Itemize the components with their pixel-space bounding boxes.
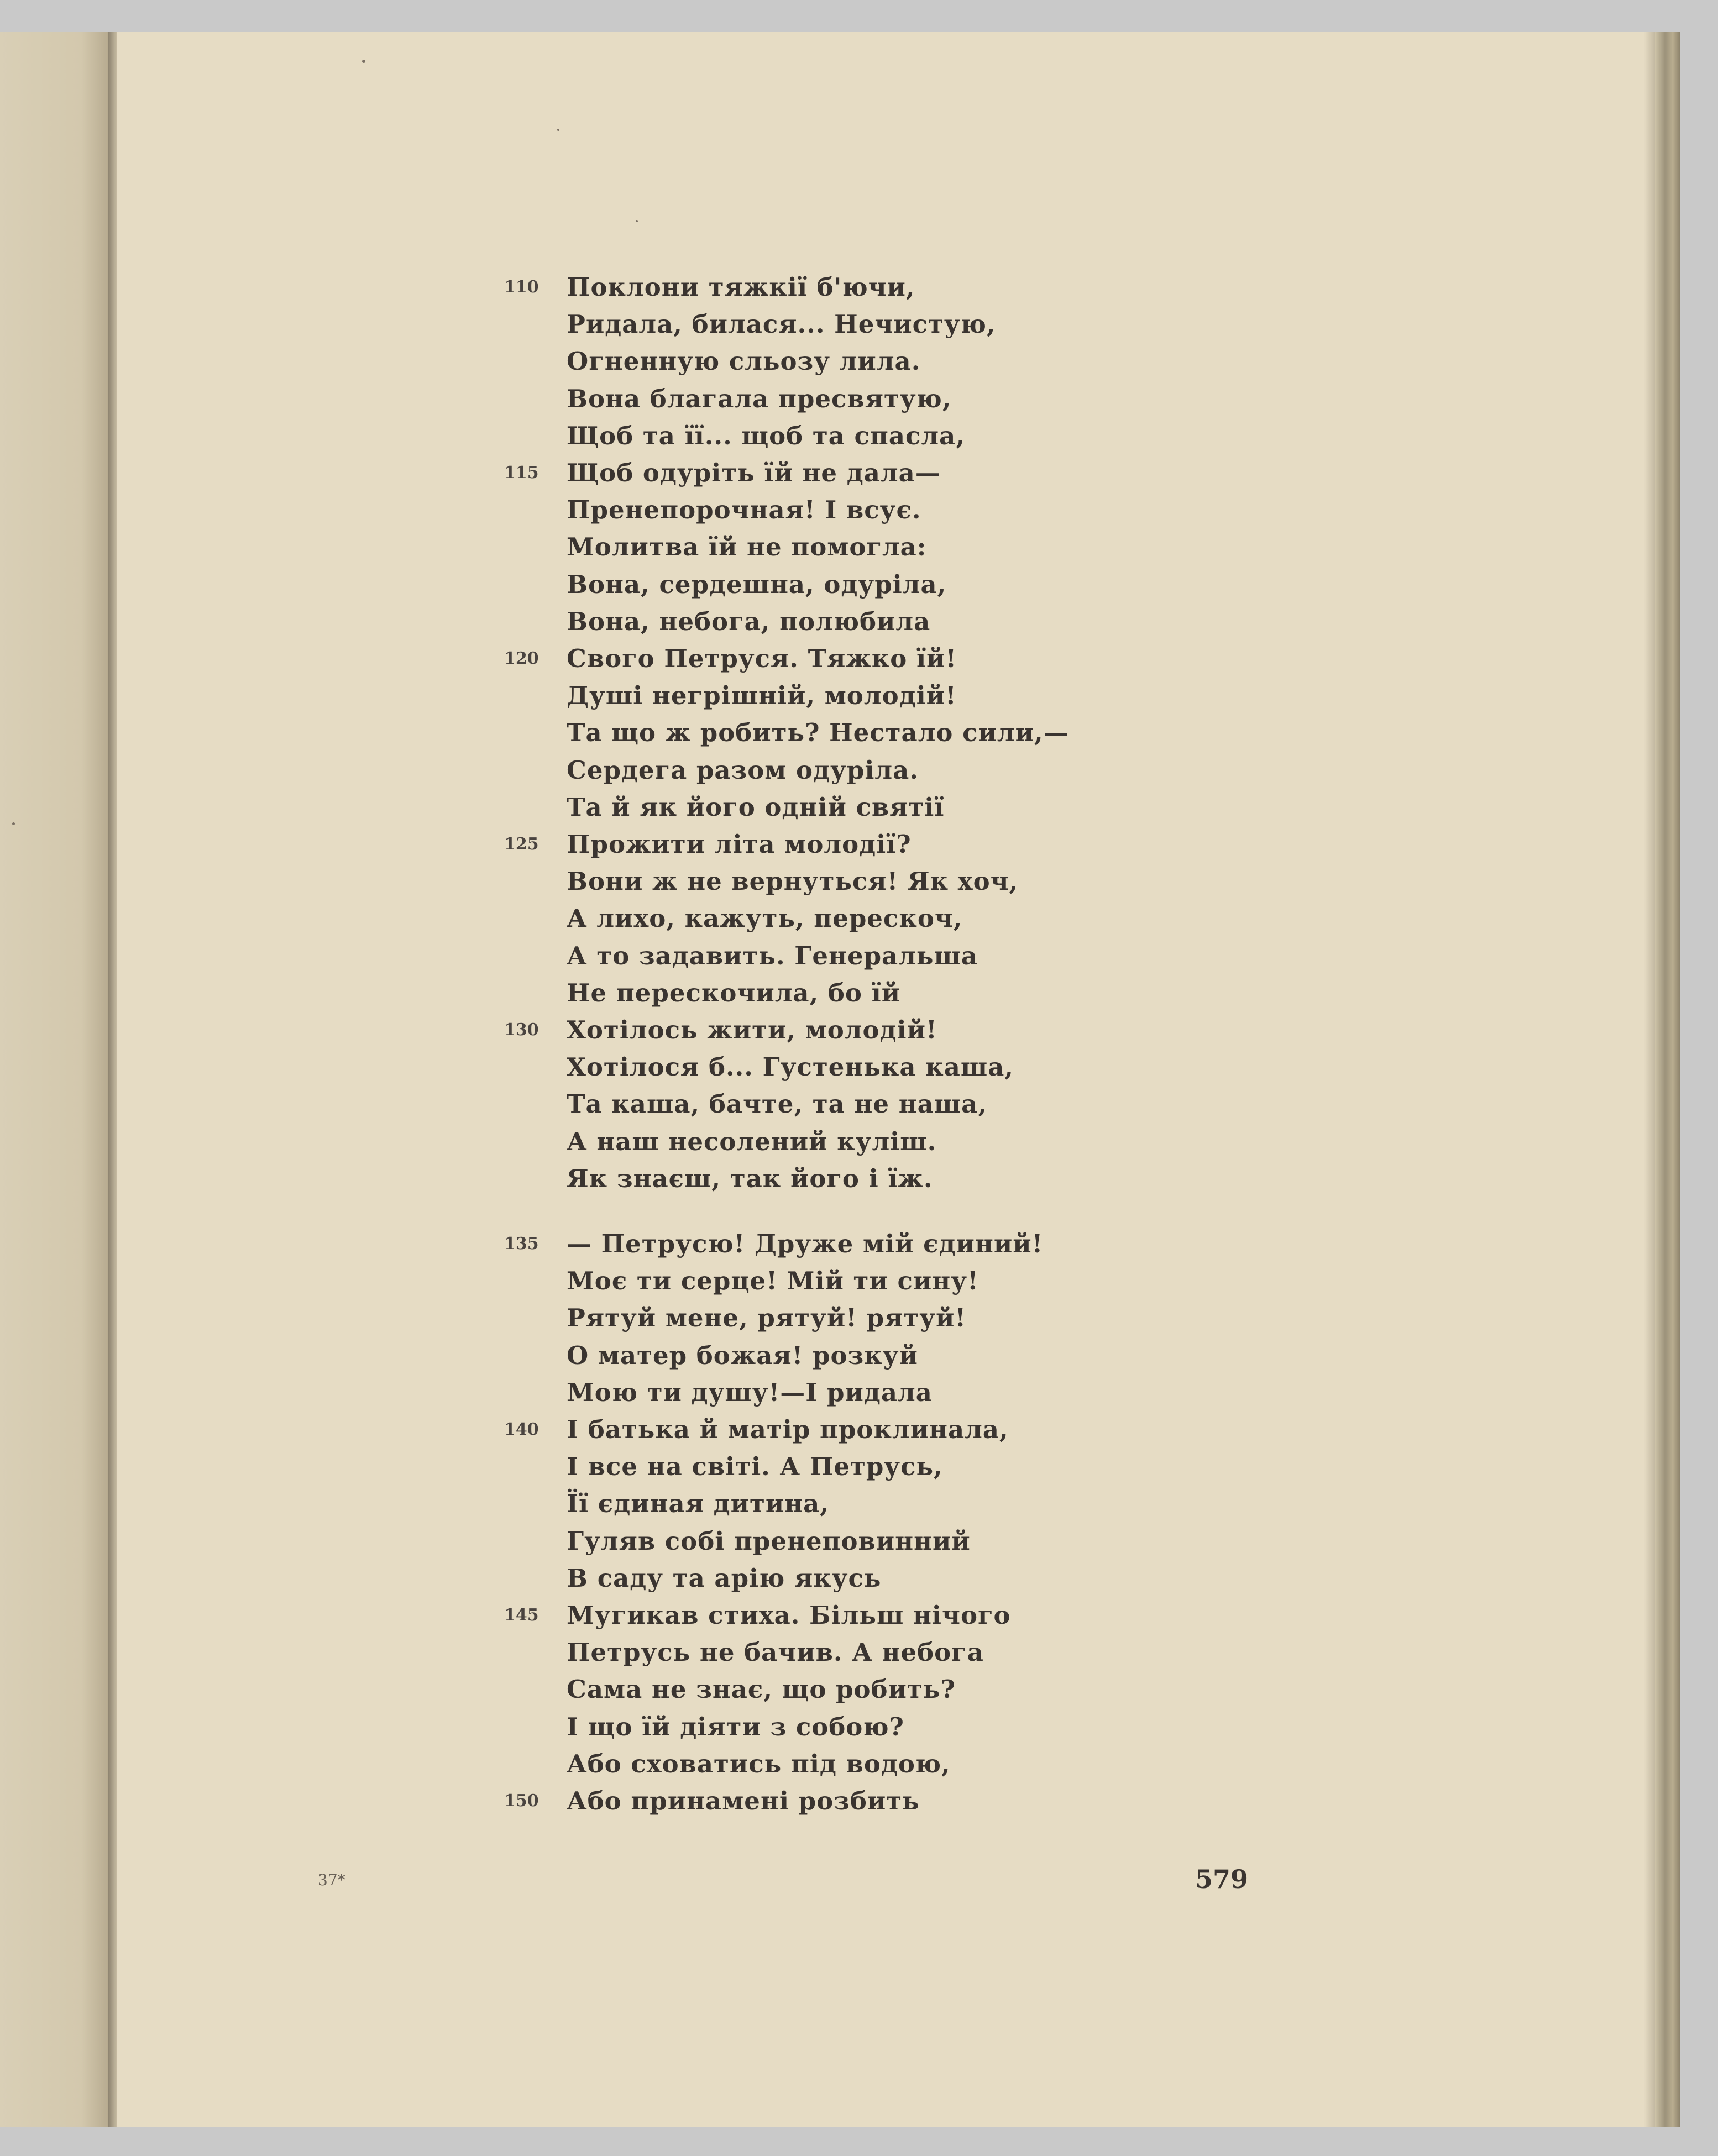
poem-line: Ридала, билася... Нечистую, xyxy=(567,310,996,339)
poem-line: Вона, небога, полюбила xyxy=(567,606,931,636)
line-number: 135 xyxy=(504,1234,539,1253)
poem-line: І все на світі. А Петрусь, xyxy=(567,1452,943,1482)
line-number: 120 xyxy=(504,649,539,668)
poem-line: А то задавить. Генеральша xyxy=(567,941,978,971)
poem-line: Щоб одуріть їй не дала— xyxy=(567,458,941,487)
paper-speck xyxy=(636,220,638,222)
poem-line: Та й як його одній святії xyxy=(567,792,945,822)
poem-line: І батька й матір проклинала, xyxy=(567,1415,1009,1444)
poem-line: Та що ж робить? Нестало сили,— xyxy=(567,718,1069,748)
poem-line: Та каша, бачте, та не наша, xyxy=(567,1089,987,1119)
poem-line: Моє ти серце! Мій ти сину! xyxy=(567,1266,979,1296)
paper-speck xyxy=(557,129,559,131)
poem-line: Або сховатись під водою, xyxy=(567,1749,951,1779)
poem-line: Хотілося б... Густенька каша, xyxy=(567,1052,1014,1082)
line-number: 125 xyxy=(504,835,539,854)
binding-gutter xyxy=(0,32,116,2127)
page-number: 579 xyxy=(1195,1864,1249,1894)
paper-speck xyxy=(12,822,15,825)
poem-line: Або принамені розбить xyxy=(567,1786,920,1816)
poem-line: А наш несолений куліш. xyxy=(567,1126,937,1156)
printer-signature-mark: 37* xyxy=(318,1871,345,1889)
poem-line: Мугикав стиха. Більш нічого xyxy=(567,1601,1011,1630)
binding-fold-shadow xyxy=(108,32,117,2127)
poem-line: Душі негрішній, молодій! xyxy=(567,681,957,711)
poem-line: Гуляв собі пренеповинний xyxy=(567,1526,971,1556)
poem-line: Прожити літа молодії? xyxy=(567,830,912,859)
poem-line: О матер божая! розкуй xyxy=(567,1340,918,1370)
line-number: 145 xyxy=(504,1606,539,1625)
poem-line: Її єдиная дитина, xyxy=(567,1489,829,1519)
poem-line: Хотілось жити, молодій! xyxy=(567,1015,937,1045)
book-page xyxy=(0,32,1680,2127)
poem-line: Вони ж не вернуться! Як хоч, xyxy=(567,867,1019,896)
poem-line: І що їй діяти з собою? xyxy=(567,1712,904,1741)
line-number: 110 xyxy=(504,277,539,297)
poem-line: Петрусь не бачив. А небога xyxy=(567,1638,984,1667)
poem-line: Свого Петруся. Тяжко їй! xyxy=(567,644,957,673)
poem-line: Як знаєш, так його і їж. xyxy=(567,1163,933,1193)
paper-speck xyxy=(362,60,365,63)
poem-line: Мою ти душу!—І ридала xyxy=(567,1377,933,1407)
line-number: 115 xyxy=(504,463,539,482)
poem-line: Поклони тяжкії б'ючи, xyxy=(567,272,915,302)
line-number: 140 xyxy=(504,1420,539,1439)
poem-line: Сердега разом одуріла. xyxy=(567,755,919,785)
poem-line: А лихо, кажуть, перескоч, xyxy=(567,904,963,933)
page-stack-edge xyxy=(1655,32,1680,2127)
poem-line: В саду та арію якусь xyxy=(567,1563,882,1593)
poem-line: Вона благала пресвятую, xyxy=(567,384,952,413)
line-number: 130 xyxy=(504,1020,539,1040)
line-number: 150 xyxy=(504,1791,539,1811)
poem-line: Пренепорочная! І всує. xyxy=(567,495,921,525)
page-edge-shadow xyxy=(1644,32,1655,2127)
poem-line: — Петрусю! Друже мій єдиний! xyxy=(567,1229,1044,1258)
poem-line: Сама не знає, що робить? xyxy=(567,1675,956,1704)
poem-line: Вона, сердешна, одуріла, xyxy=(567,569,947,599)
poem-line: Щоб та її... щоб та спасла, xyxy=(567,421,965,450)
poem-line: Огненную сльозу лила. xyxy=(567,347,921,376)
poem-line: Молитва їй не помогла: xyxy=(567,532,927,562)
poem-line: Рятуй мене, рятуй! рятуй! xyxy=(567,1303,967,1333)
poem-line: Не перескочила, бо їй xyxy=(567,978,901,1008)
